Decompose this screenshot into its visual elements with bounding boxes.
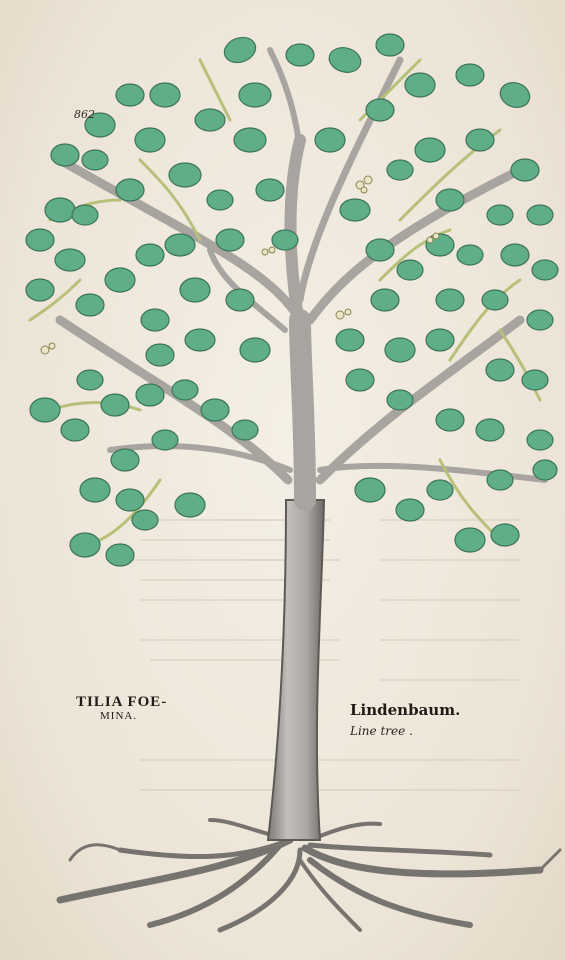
bleed-through-text [130,520,520,790]
german-plant-name: Lindenbaum. [350,701,461,719]
latin-name-line-1: TILIA FOE- [76,694,168,710]
latin-name-line-2: MINA. [100,710,138,722]
english-handwritten-name: Line tree . [350,724,413,738]
latin-plant-name [76,694,167,722]
tree-trunk [268,500,324,840]
page-number: 862 [74,108,95,121]
